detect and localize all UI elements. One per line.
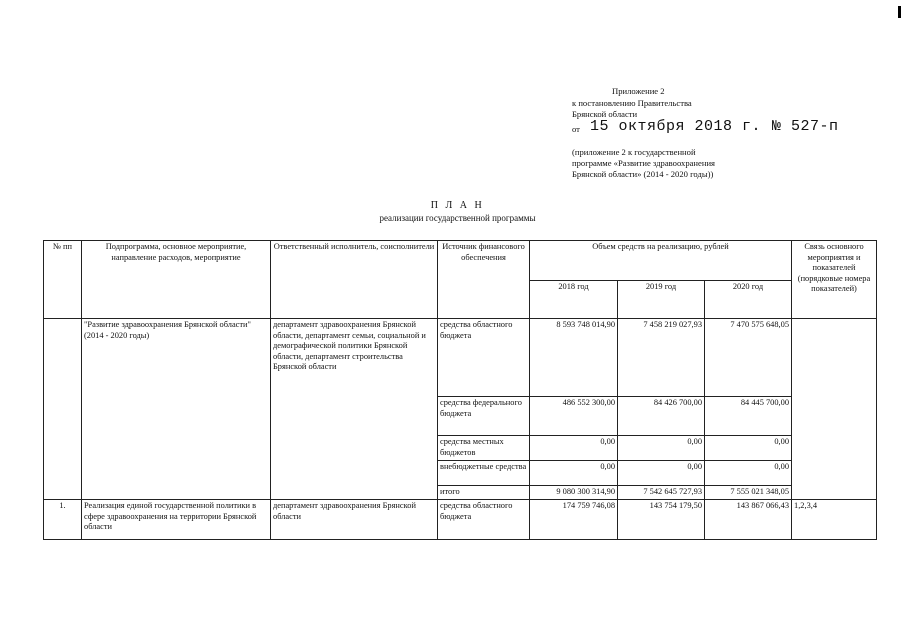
- total-2018: 9 080 300 314,90: [530, 486, 618, 500]
- value-2020: 0,00: [705, 436, 792, 461]
- total-2020: 7 555 021 348,05: [705, 486, 792, 500]
- value-2018: 486 552 300,00: [530, 397, 618, 436]
- table-row: [44, 319, 877, 397]
- resolution-label: к постановлению Правительства: [572, 98, 692, 108]
- value-2019: 0,00: [618, 461, 705, 486]
- value-2020: 143 867 066,43: [705, 500, 792, 540]
- value-2020: 7 470 575 648,05: [705, 319, 792, 397]
- item-name: Реализация единой государственной политики в сфере здравоохранения на территории Брянской области: [82, 500, 271, 540]
- header-row: [44, 241, 877, 281]
- col-link-header: Связь основного мероприятия и показателей (порядковые номера показателей): [792, 241, 877, 319]
- total-label: итого: [438, 486, 530, 500]
- plan-subtitle: реализации государственной программы: [379, 213, 536, 223]
- program-executor: департамент здравоохранения Брянской области, департамент семьи, социальной и демографической политики Брянской области, департамент строительства Брянской области: [271, 319, 438, 500]
- value-2019: 7 458 219 027,93: [618, 319, 705, 397]
- col-2018-header: 2018 год: [530, 281, 618, 319]
- value-2019: 0,00: [618, 436, 705, 461]
- note-line-1: (приложение 2 к государственной: [572, 147, 696, 157]
- value-2019: 143 754 179,50: [618, 500, 705, 540]
- scan-edge-mark: [898, 6, 901, 18]
- source-cell: средства федерального бюджета: [438, 397, 530, 436]
- value-2018: 0,00: [530, 436, 618, 461]
- program-name: "Развитие здравоохранения Брянской области" (2014 - 2020 годы): [82, 319, 271, 500]
- item-executor: департамент здравоохранения Брянской области: [271, 500, 438, 540]
- item-link: 1,2,3,4: [792, 500, 877, 540]
- source-cell: средства местных бюджетов: [438, 436, 530, 461]
- value-2018: 0,00: [530, 461, 618, 486]
- resolution-date: 15 октября 2018 г.: [590, 118, 762, 135]
- value-2018: 174 759 746,08: [530, 500, 618, 540]
- source-cell: средства областного бюджета: [438, 500, 530, 540]
- from-label: от: [572, 124, 580, 134]
- table-row: [44, 500, 877, 540]
- col-source-header: Источник финансового обеспечения: [438, 241, 530, 319]
- note-line-3: Брянской области» (2014 - 2020 годы)): [572, 169, 714, 179]
- col-2019-header: 2019 год: [618, 281, 705, 319]
- col-executor-header: Ответственный исполнитель, соисполнители: [271, 241, 438, 319]
- value-2020: 84 445 700,00: [705, 397, 792, 436]
- total-2019: 7 542 645 727,93: [618, 486, 705, 500]
- value-2020: 0,00: [705, 461, 792, 486]
- source-cell: внебюджетные средства: [438, 461, 530, 486]
- resolution-number: № 527-п: [772, 118, 839, 135]
- col-num-header: № пп: [44, 241, 82, 319]
- region-label: Брянской области: [572, 109, 638, 119]
- program-link-cell: [792, 319, 877, 500]
- col-2020-header: 2020 год: [705, 281, 792, 319]
- note-line-2: программе «Развитие здравоохранения: [572, 158, 716, 168]
- item-num: 1.: [44, 500, 82, 540]
- plan-title: П Л А Н: [430, 200, 485, 211]
- col-subprogram-header: Подпрограмма, основное мероприятие, направление расходов, мероприятие: [82, 241, 271, 319]
- source-cell: средства областного бюджета: [438, 319, 530, 397]
- col-volume-header: Объем средств на реализацию, рублей: [530, 241, 792, 281]
- program-num-cell: [44, 319, 82, 500]
- value-2019: 84 426 700,00: [618, 397, 705, 436]
- program-plan-table: [43, 240, 877, 540]
- appendix-label: Приложение 2: [612, 86, 665, 96]
- value-2018: 8 593 748 014,90: [530, 319, 618, 397]
